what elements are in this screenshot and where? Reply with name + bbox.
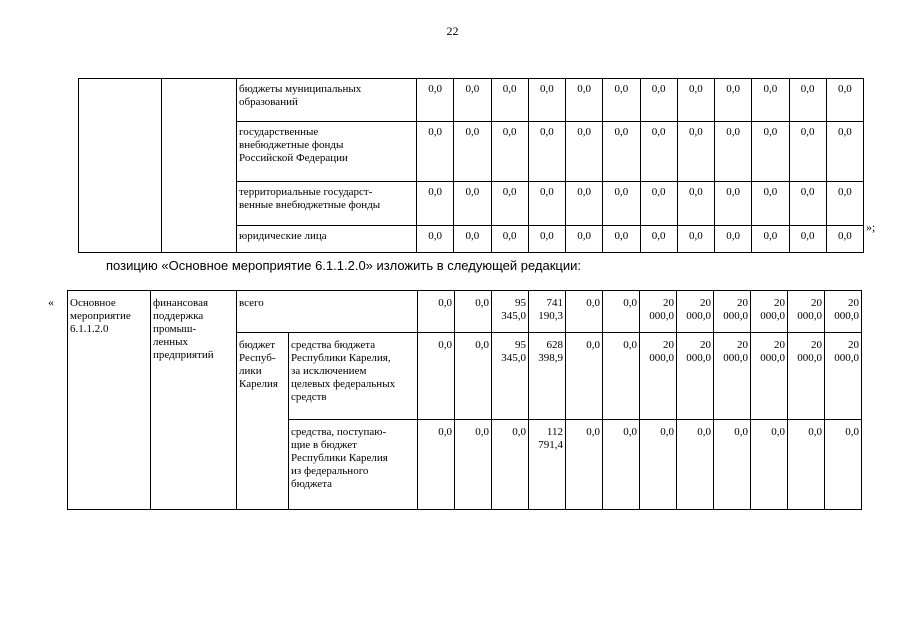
cell-text-line: образований: [239, 96, 298, 108]
cell-text-line: 20: [663, 297, 674, 309]
cell-text-line: целевых федеральных: [291, 378, 396, 390]
value-cell: 0,0: [752, 182, 789, 226]
cell-text-line: 0,0: [808, 426, 822, 438]
budget-sources-table: [78, 78, 864, 253]
value-cell: [529, 291, 566, 333]
value-cell: 0,0: [677, 122, 714, 182]
value-cell: [677, 333, 714, 420]
value-cell: 0,0: [528, 226, 565, 253]
cell-text-line: лики: [239, 365, 262, 377]
value-cell: 0,0: [566, 122, 603, 182]
cell-text-line: 6.1.1.2.0: [70, 323, 109, 335]
cell-text-line: 0,0: [475, 426, 489, 438]
source-label-cell: [237, 182, 417, 226]
value-cell: 0,0: [826, 79, 863, 122]
cell-text-line: 345,0: [501, 310, 526, 322]
cell-text-line: 000,0: [797, 310, 822, 322]
value-cell: 0,0: [715, 226, 752, 253]
cell-text-line: бюджеты муниципальных: [239, 83, 362, 95]
value-cell: 0,0: [491, 182, 528, 226]
cell-text-line: бюджет: [239, 339, 275, 351]
budget-label-cell: [237, 333, 289, 510]
value-cell: [603, 333, 640, 420]
value-cell: [751, 291, 788, 333]
closing-quote-mark: »;: [866, 220, 876, 234]
empty-cell: [79, 79, 162, 253]
cell-text-line: 0,0: [586, 426, 600, 438]
total-label-cell: всего: [237, 291, 418, 333]
event-name-cell: [68, 291, 151, 510]
value-cell: 0,0: [752, 226, 789, 253]
cell-text-line: 398,9: [538, 352, 563, 364]
cell-text-line: территориальные государст-: [239, 186, 373, 198]
cell-text-line: 345,0: [501, 352, 526, 364]
value-cell: 0,0: [715, 182, 752, 226]
value-cell: [603, 291, 640, 333]
amendment-instruction: позицию «Основное мероприятие 6.1.1.2.0» изложить в следующей редакции:: [106, 258, 582, 273]
value-cell: 0,0: [640, 122, 677, 182]
cell-text-line: бюджета: [291, 478, 333, 490]
value-cell: [825, 291, 862, 333]
cell-text-line: Респуб-: [239, 352, 276, 364]
value-cell: [455, 291, 492, 333]
value-cell: 0,0: [491, 79, 528, 122]
value-cell: 0,0: [826, 226, 863, 253]
cell-text-line: мероприятие: [70, 310, 131, 322]
cell-text-line: юридические лица: [239, 230, 327, 242]
cell-text-line: 000,0: [760, 352, 785, 364]
cell-text-line: 000,0: [649, 310, 674, 322]
page-number: 22: [446, 24, 459, 38]
cell-text-line: 0,0: [697, 426, 711, 438]
cell-text-line: 20: [663, 339, 674, 351]
cell-text-line: 000,0: [723, 310, 748, 322]
value-cell: 0,0: [789, 79, 826, 122]
value-cell: [455, 420, 492, 510]
table-row: [79, 79, 864, 122]
value-cell: 0,0: [454, 79, 491, 122]
value-cell: [788, 333, 825, 420]
cell-text-line: средства бюджета: [291, 339, 376, 351]
value-cell: 0,0: [603, 79, 640, 122]
value-cell: [566, 333, 603, 420]
value-cell: 0,0: [640, 79, 677, 122]
table-row: [68, 291, 862, 333]
cell-text-line: 95: [515, 297, 526, 309]
cell-text-line: венные внебюджетные фонды: [239, 199, 381, 211]
cell-text-line: 000,0: [834, 352, 859, 364]
value-cell: [529, 420, 566, 510]
value-cell: [714, 420, 751, 510]
value-cell: [529, 333, 566, 420]
source-label-cell: [289, 420, 418, 510]
cell-text-line: 0,0: [623, 297, 637, 309]
value-cell: [677, 420, 714, 510]
cell-text-line: 190,3: [538, 310, 563, 322]
cell-text-line: 0,0: [475, 339, 489, 351]
value-cell: 0,0: [603, 226, 640, 253]
value-cell: 0,0: [566, 79, 603, 122]
cell-text-line: Республики Карелия: [291, 452, 388, 464]
value-cell: 0,0: [677, 226, 714, 253]
value-cell: [566, 291, 603, 333]
value-cell: 0,0: [789, 226, 826, 253]
value-cell: 0,0: [417, 122, 454, 182]
value-cell: 0,0: [826, 182, 863, 226]
value-cell: [640, 420, 677, 510]
cell-text-line: 20: [774, 339, 785, 351]
value-cell: 0,0: [640, 226, 677, 253]
value-cell: 0,0: [715, 79, 752, 122]
value-cell: 0,0: [454, 182, 491, 226]
cell-text-line: 000,0: [797, 352, 822, 364]
value-cell: [492, 291, 529, 333]
cell-text-line: 0,0: [771, 426, 785, 438]
cell-text-line: 20: [737, 339, 748, 351]
cell-text-line: 0,0: [623, 339, 637, 351]
value-cell: 0,0: [417, 79, 454, 122]
cell-text-line: 000,0: [834, 310, 859, 322]
cell-text-line: 20: [700, 297, 711, 309]
cell-text-line: предприятий: [153, 349, 214, 361]
value-cell: 0,0: [752, 79, 789, 122]
cell-text-line: Основное: [70, 297, 116, 309]
value-cell: [566, 420, 603, 510]
value-cell: 0,0: [528, 79, 565, 122]
value-cell: [714, 291, 751, 333]
value-cell: 0,0: [826, 122, 863, 182]
value-cell: 0,0: [417, 226, 454, 253]
cell-text-line: поддержка: [153, 310, 204, 322]
cell-text-line: 741: [546, 297, 563, 309]
value-cell: 0,0: [528, 182, 565, 226]
value-cell: 0,0: [566, 226, 603, 253]
value-cell: 0,0: [491, 226, 528, 253]
cell-text-line: ленных: [153, 336, 189, 348]
cell-text-line: 0,0: [475, 297, 489, 309]
cell-text-line: 20: [811, 297, 822, 309]
value-cell: 0,0: [789, 122, 826, 182]
value-cell: [603, 420, 640, 510]
cell-text-line: 0,0: [438, 339, 452, 351]
value-cell: [418, 291, 455, 333]
cell-text-line: из федерального: [291, 465, 369, 477]
value-cell: 0,0: [491, 122, 528, 182]
source-label-cell: [237, 79, 417, 122]
cell-text-line: внебюджетные фонды: [239, 139, 344, 151]
cell-text-line: щие в бюджет: [291, 439, 357, 451]
source-label-cell: [289, 333, 418, 420]
value-cell: [455, 333, 492, 420]
value-cell: [640, 291, 677, 333]
cell-text-line: 0,0: [512, 426, 526, 438]
value-cell: [751, 420, 788, 510]
value-cell: [788, 291, 825, 333]
cell-text-line: 20: [737, 297, 748, 309]
cell-text-line: 95: [515, 339, 526, 351]
value-cell: [418, 420, 455, 510]
value-cell: [788, 420, 825, 510]
cell-text-line: 0,0: [623, 426, 637, 438]
value-cell: 0,0: [789, 182, 826, 226]
cell-text-line: 0,0: [845, 426, 859, 438]
value-cell: 0,0: [528, 122, 565, 182]
cell-text-line: 0,0: [586, 297, 600, 309]
value-cell: 0,0: [603, 182, 640, 226]
cell-text-line: за исключением: [291, 365, 367, 377]
cell-text-line: государственные: [239, 126, 319, 138]
cell-text-line: 000,0: [760, 310, 785, 322]
cell-text-line: 000,0: [686, 310, 711, 322]
cell-text-line: 20: [848, 339, 859, 351]
cell-text-line: 0,0: [438, 426, 452, 438]
opening-quote-mark: «: [48, 295, 54, 309]
value-cell: 0,0: [677, 182, 714, 226]
event-purpose-cell: [151, 291, 237, 510]
cell-text-line: финансовая: [153, 297, 209, 309]
value-cell: [492, 420, 529, 510]
cell-text-line: 112: [546, 426, 563, 438]
cell-text-line: 000,0: [649, 352, 674, 364]
cell-text-line: средства, поступаю-: [291, 426, 387, 438]
value-cell: [825, 420, 862, 510]
value-cell: [751, 333, 788, 420]
cell-text-line: 791,4: [538, 439, 563, 451]
cell-text-line: 0,0: [586, 339, 600, 351]
cell-text-line: Карелия: [239, 378, 278, 390]
cell-text-line: 0,0: [660, 426, 674, 438]
cell-text-line: 000,0: [686, 352, 711, 364]
cell-text-line: Республики Карелия,: [291, 352, 391, 364]
value-cell: [640, 333, 677, 420]
cell-text-line: 000,0: [723, 352, 748, 364]
value-cell: 0,0: [417, 182, 454, 226]
cell-text-line: 20: [774, 297, 785, 309]
cell-text-line: 0,0: [734, 426, 748, 438]
value-cell: [825, 333, 862, 420]
value-cell: [677, 291, 714, 333]
cell-text-line: средств: [291, 391, 327, 403]
value-cell: 0,0: [454, 226, 491, 253]
value-cell: 0,0: [752, 122, 789, 182]
cell-text-line: 20: [811, 339, 822, 351]
value-cell: [492, 333, 529, 420]
value-cell: [714, 333, 751, 420]
event-funding-table: [67, 290, 862, 510]
cell-text-line: промыш-: [153, 323, 197, 335]
value-cell: 0,0: [454, 122, 491, 182]
empty-cell: [162, 79, 237, 253]
value-cell: [418, 333, 455, 420]
cell-text-line: 0,0: [438, 297, 452, 309]
value-cell: 0,0: [677, 79, 714, 122]
cell-text-line: Российской Федерации: [239, 152, 348, 164]
source-label-cell: [237, 122, 417, 182]
value-cell: 0,0: [640, 182, 677, 226]
cell-text-line: 20: [700, 339, 711, 351]
value-cell: 0,0: [715, 122, 752, 182]
cell-text-line: 628: [546, 339, 563, 351]
value-cell: 0,0: [603, 122, 640, 182]
source-label-cell: [237, 226, 417, 253]
cell-text-line: 20: [848, 297, 859, 309]
value-cell: 0,0: [566, 182, 603, 226]
